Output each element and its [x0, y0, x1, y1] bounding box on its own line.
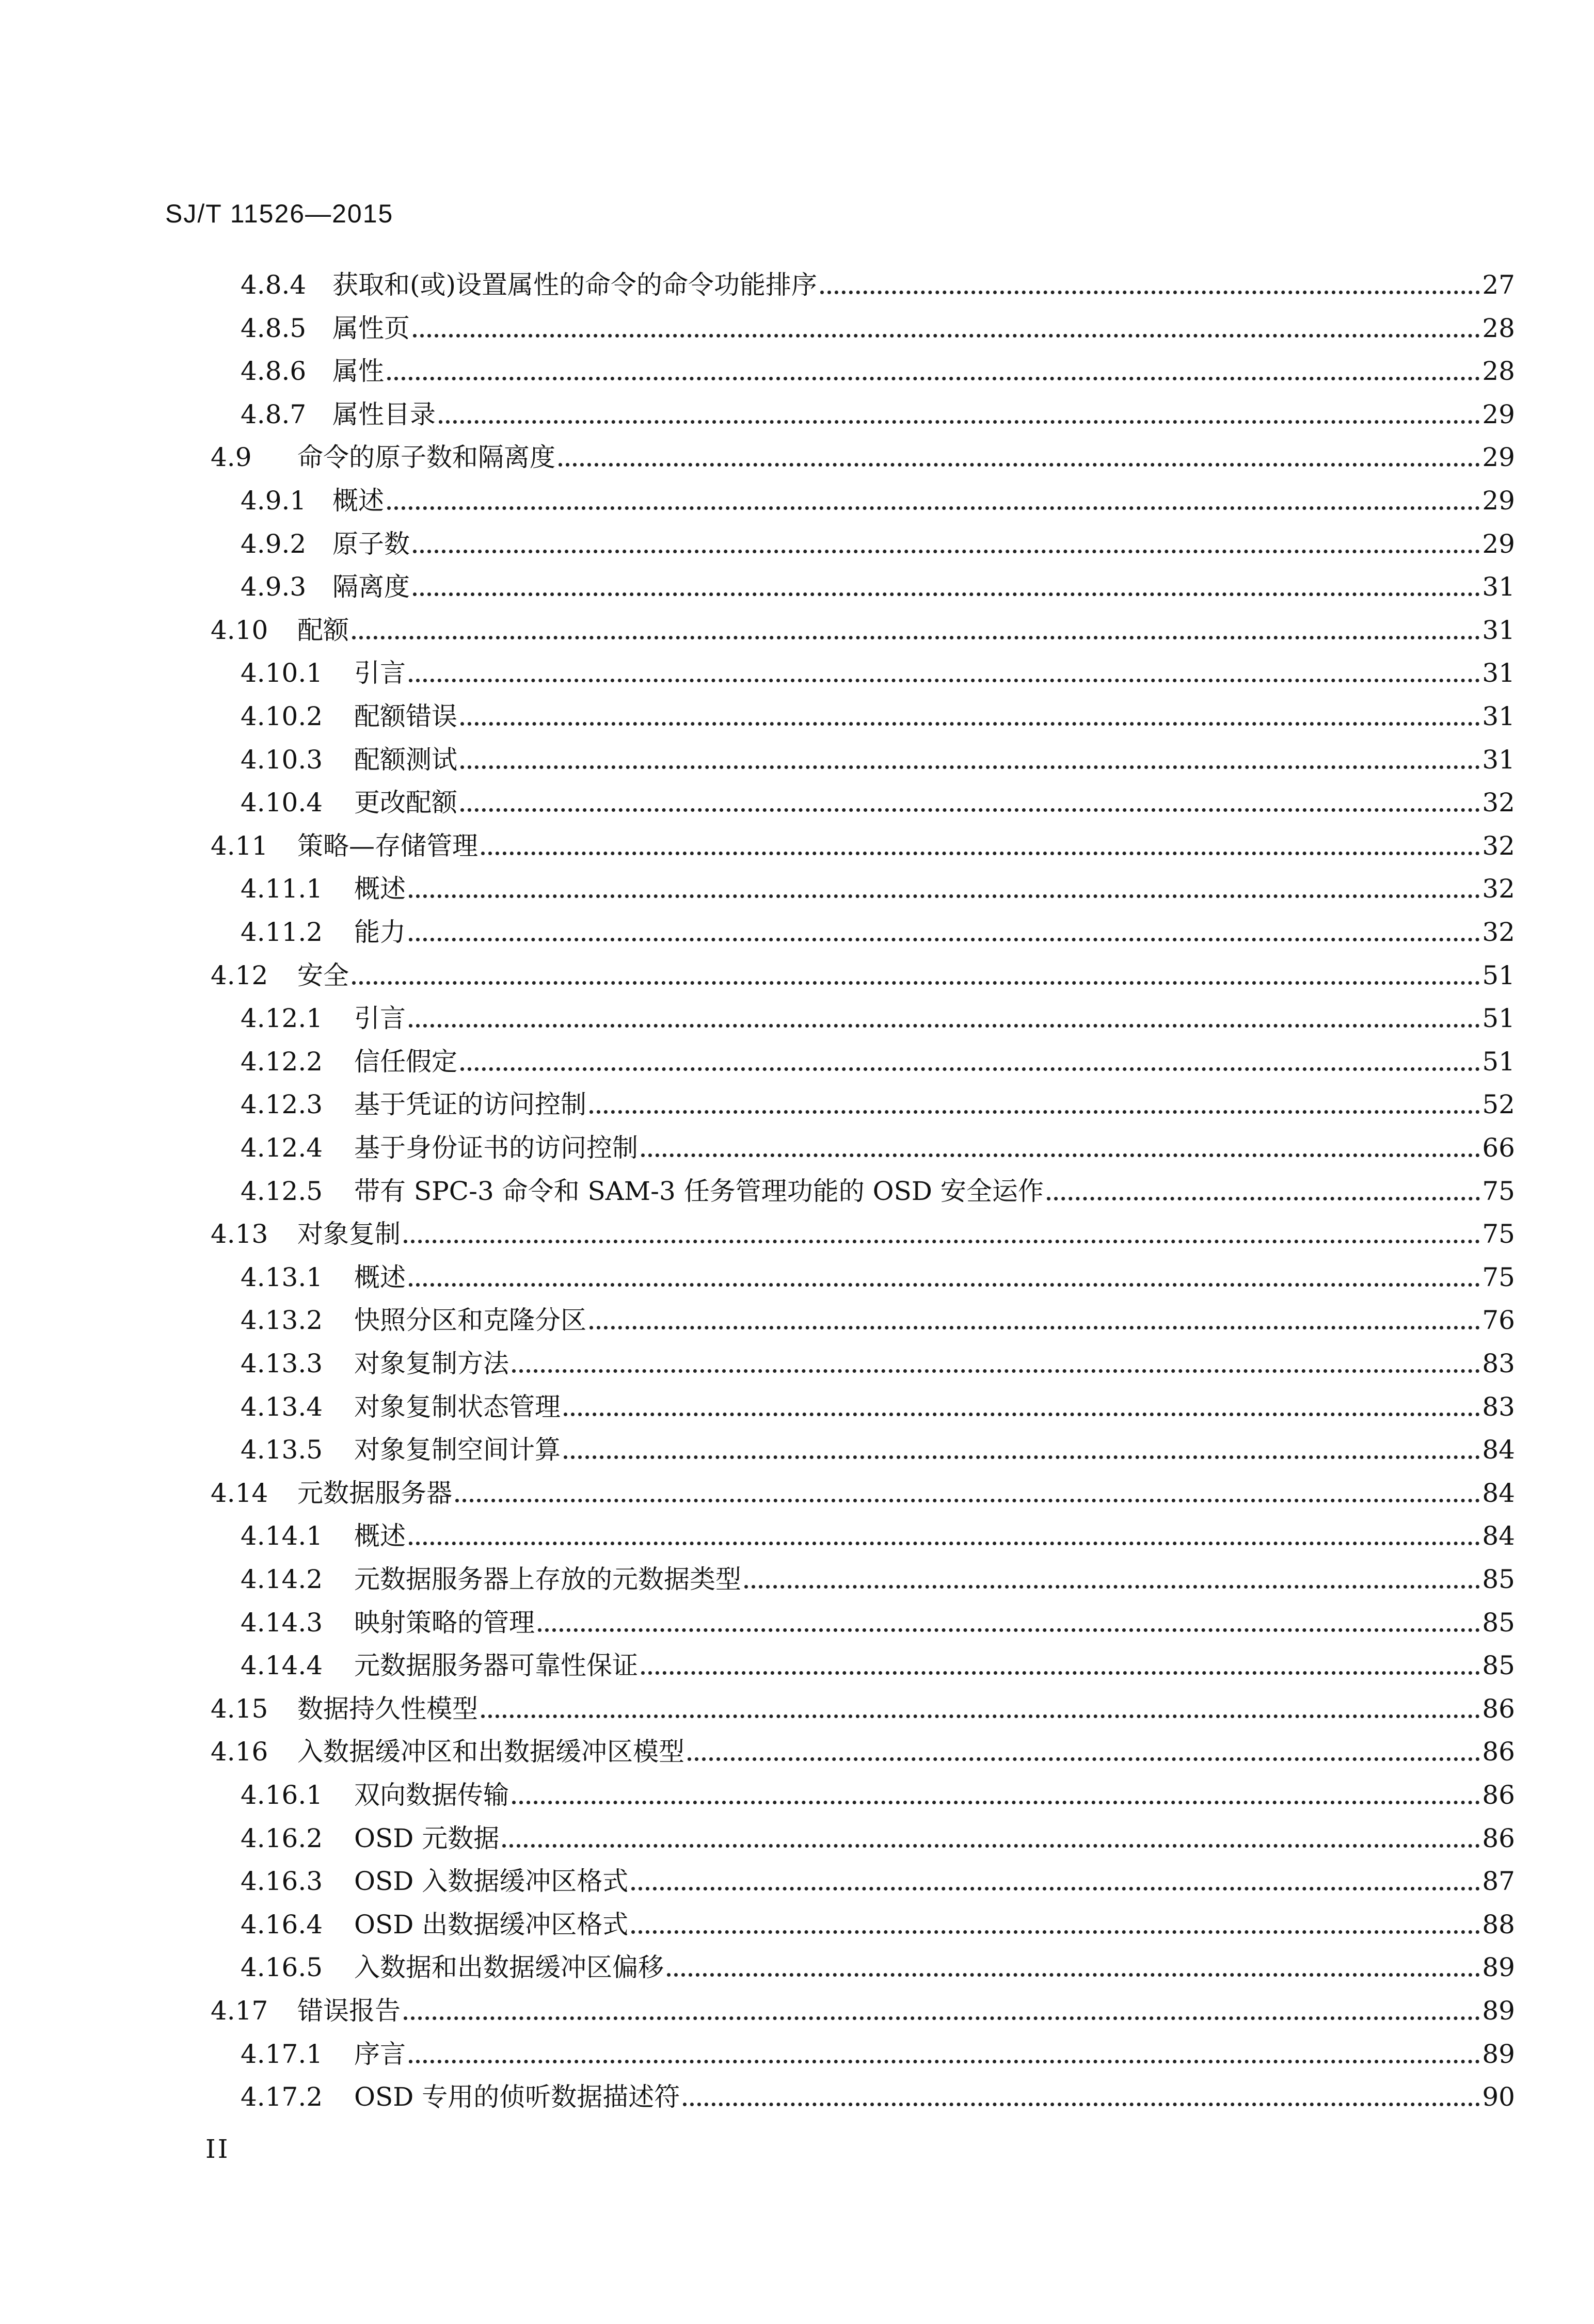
toc-entry-title: 属性页 [332, 313, 410, 343]
toc-leader-dots [387, 377, 1480, 380]
toc-leader-dots [409, 2060, 1480, 2063]
toc-entry-title: 对象复制空间计算 [354, 1435, 561, 1465]
standard-header: SJ/T 11526—2015 [165, 199, 394, 228]
toc-leader-dots [409, 894, 1480, 898]
toc-entry-number: 4.17.1 [241, 2039, 323, 2069]
toc-entry-number: 4.14.4 [241, 1650, 323, 1681]
toc-entry-title: 引言 [354, 1003, 406, 1034]
toc-entry [241, 1379, 1515, 1422]
toc-entry [211, 1206, 1515, 1249]
toc-entry-number: 4.15 [211, 1693, 268, 1724]
toc-entry-page: 76 [1482, 1305, 1515, 1336]
toc-leader-dots [409, 679, 1480, 682]
toc-leader-dots [460, 765, 1480, 769]
toc-entry-title: 元数据服务器可靠性保证 [354, 1650, 638, 1681]
toc-entry-title: 能力 [354, 917, 406, 947]
toc-entry-number: 4.8.5 [241, 313, 307, 343]
toc-leader-dots [409, 938, 1480, 941]
toc-entry-number: 4.10.4 [241, 788, 323, 818]
toc-entry-page: 52 [1482, 1089, 1515, 1120]
toc-leader-dots [409, 1024, 1480, 1028]
toc-entry-title: OSD 专用的侦听数据描述符 [354, 2082, 680, 2112]
toc-entry-page: 84 [1482, 1478, 1515, 1508]
toc-entry [241, 2026, 1515, 2070]
toc-entry-page: 86 [1482, 1737, 1515, 1767]
toc-entry-title: 对象复制状态管理 [354, 1391, 561, 1422]
toc-leader-dots [1047, 1197, 1480, 1200]
toc-entry-number: 4.9.3 [241, 572, 307, 602]
toc-entry-number: 4.12.1 [241, 1003, 323, 1034]
toc-entry-title: 带有 SPC-3 命令和 SAM-3 任务管理功能的 OSD 安全运作 [354, 1176, 1044, 1206]
toc-entry-number: 4.10.1 [241, 658, 323, 688]
toc-entry-page: 89 [1482, 1996, 1515, 2026]
toc-entry-number: 4.11.2 [241, 917, 323, 947]
toc-entry [241, 300, 1515, 344]
toc-entry-page: 51 [1482, 960, 1515, 990]
toc-entry [241, 904, 1515, 948]
toc-leader-dots [439, 420, 1480, 424]
toc-entry-number: 4.16.4 [241, 1909, 323, 1940]
toc-leader-dots [564, 1413, 1480, 1416]
toc-entry-number: 4.16.2 [241, 1823, 323, 1853]
toc-entry [241, 1897, 1515, 1940]
toc-leader-dots [387, 506, 1480, 510]
toc-entry-page: 28 [1482, 313, 1515, 343]
toc-entry-title: 属性目录 [332, 399, 436, 429]
toc-leader-dots [502, 1844, 1480, 1848]
toc-entry-title: 配额 [297, 615, 349, 645]
toc-leader-dots [409, 1542, 1480, 1545]
toc-entry [241, 1120, 1515, 1163]
toc-leader-dots [631, 1887, 1480, 1890]
toc-entry-title: 概述 [354, 1262, 406, 1292]
page-number: II [205, 2134, 230, 2164]
toc-entry [241, 473, 1515, 516]
toc-leader-dots [481, 852, 1480, 855]
toc-leader-dots [820, 291, 1480, 294]
toc-entry-number: 4.10.3 [241, 744, 323, 775]
toc-entry-title: 配额测试 [354, 744, 457, 775]
toc-entry-number: 4.13.1 [241, 1262, 323, 1292]
toc-entry-page: 51 [1482, 1046, 1515, 1077]
toc-leader-dots [404, 1240, 1480, 1243]
toc-entry [241, 775, 1515, 818]
toc-entry-page: 32 [1482, 788, 1515, 818]
toc-entry [241, 1638, 1515, 1681]
toc-entry-number: 4.9.2 [241, 528, 307, 559]
toc-entry [241, 1292, 1515, 1336]
toc-leader-dots [413, 592, 1480, 596]
toc-entry-number: 4.13.2 [241, 1305, 323, 1336]
toc-entry-number: 4.12.5 [241, 1176, 323, 1206]
toc-leader-dots [683, 2103, 1480, 2106]
toc-entry [241, 1595, 1515, 1638]
toc-entry-page: 90 [1482, 2082, 1515, 2112]
toc-entry-number: 4.11.1 [241, 874, 323, 904]
toc-entry [241, 732, 1515, 775]
toc-entry-title: 基于凭证的访问控制 [354, 1089, 586, 1120]
toc-entry-title: 入数据缓冲区和出数据缓冲区模型 [297, 1737, 684, 1767]
toc-entry-page: 32 [1482, 830, 1515, 861]
toc-entry-number: 4.9.1 [241, 486, 307, 516]
toc-entry-page: 86 [1482, 1823, 1515, 1853]
toc-entry [211, 1983, 1515, 2026]
toc-entry [211, 602, 1515, 646]
toc-entry-number: 4.16.5 [241, 1952, 323, 1983]
toc-entry [241, 1810, 1515, 1854]
toc-entry-title: 安全 [297, 960, 349, 990]
toc-leader-dots [404, 2016, 1480, 2020]
toc-entry [241, 1767, 1515, 1810]
toc-entry [241, 559, 1515, 602]
toc-leader-dots [409, 1283, 1480, 1287]
toc-entry [241, 1163, 1515, 1207]
toc-entry-number: 4.14.2 [241, 1564, 323, 1594]
toc-entry-page: 86 [1482, 1780, 1515, 1810]
toc-entry-number: 4.14 [211, 1478, 268, 1508]
toc-entry-title: 策略—存储管理 [297, 830, 478, 861]
toc-entry-page: 51 [1482, 1003, 1515, 1034]
toc-entry-number: 4.13.4 [241, 1391, 323, 1422]
toc-entry-title: 数据持久性模型 [297, 1693, 478, 1724]
toc-leader-dots [460, 1067, 1480, 1071]
toc-leader-dots [455, 1499, 1480, 1502]
toc-entry-page: 29 [1482, 486, 1515, 516]
toc-entry-title: 隔离度 [332, 572, 410, 602]
toc-entry-title: 命令的原子数和隔离度 [297, 442, 555, 473]
toc-entry-page: 86 [1482, 1693, 1515, 1724]
toc-entry-page: 83 [1482, 1391, 1515, 1422]
toc-entry-number: 4.8.7 [241, 399, 307, 429]
toc-entry-page: 75 [1482, 1219, 1515, 1249]
toc-entry-title: 元数据服务器 [297, 1478, 452, 1508]
toc-entry-number: 4.10 [211, 615, 268, 645]
toc-entry-title: 对象复制方法 [354, 1349, 509, 1379]
toc-entry [241, 1508, 1515, 1551]
toc-entry-number: 4.14.3 [241, 1607, 323, 1638]
toc-entry-number: 4.13.5 [241, 1435, 323, 1465]
toc-entry-page: 75 [1482, 1262, 1515, 1292]
toc-entry-title: 更改配额 [354, 788, 457, 818]
toc-entry-page: 32 [1482, 917, 1515, 947]
toc-entry-page: 28 [1482, 356, 1515, 387]
toc-entry-page: 89 [1482, 1952, 1515, 1983]
toc-entry-title: 概述 [354, 874, 406, 904]
toc-entry-number: 4.17.2 [241, 2082, 323, 2112]
toc-entry [241, 861, 1515, 904]
toc-entry-title: OSD 元数据 [354, 1823, 500, 1853]
toc-entry [211, 948, 1515, 991]
toc-entry-title: 概述 [354, 1521, 406, 1551]
toc-leader-dots [352, 636, 1480, 639]
toc-leader-dots [589, 1110, 1480, 1114]
toc-entry [241, 1336, 1515, 1379]
toc-entry [211, 1724, 1515, 1767]
toc-entry-title: 入数据和出数据缓冲区偏移 [354, 1952, 664, 1983]
toc-entry [241, 688, 1515, 732]
toc-leader-dots [352, 981, 1480, 985]
toc-entry [241, 645, 1515, 688]
toc-entry-title: 错误报告 [297, 1996, 401, 2026]
toc-entry-number: 4.13 [211, 1219, 268, 1249]
toc-entry-page: 88 [1482, 1909, 1515, 1940]
toc-entry-page: 29 [1482, 399, 1515, 429]
toc-entry-page: 31 [1482, 701, 1515, 731]
toc-leader-dots [512, 1801, 1480, 1804]
toc-entry-page: 31 [1482, 744, 1515, 775]
toc-entry-title: 映射策略的管理 [354, 1607, 535, 1638]
toc-entry [211, 1465, 1515, 1509]
toc-entry [241, 1940, 1515, 1983]
toc-entry-page: 31 [1482, 572, 1515, 602]
toc-entry-number: 4.10.2 [241, 701, 323, 731]
toc-entry-number: 4.12 [211, 960, 268, 990]
toc-leader-dots [641, 1671, 1480, 1675]
toc-entry-page: 85 [1482, 1564, 1515, 1594]
toc-entry-number: 4.8.4 [241, 270, 307, 300]
toc-leader-dots [512, 1369, 1480, 1373]
toc-leader-dots [589, 1326, 1480, 1329]
toc-entry [241, 387, 1515, 430]
toc-entry [241, 1034, 1515, 1077]
toc-entry-page: 84 [1482, 1521, 1515, 1551]
toc-entry [241, 1422, 1515, 1465]
toc-entry-title: 属性 [332, 356, 384, 387]
toc-entry-page: 85 [1482, 1650, 1515, 1681]
toc-entry-number: 4.14.1 [241, 1521, 323, 1551]
toc-leader-dots [460, 722, 1480, 726]
toc-entry [241, 2069, 1515, 2112]
toc-leader-dots [413, 334, 1480, 338]
toc-entry [241, 257, 1515, 300]
toc-entry-title: 快照分区和克隆分区 [354, 1305, 586, 1336]
toc-entry-title: 信任假定 [354, 1046, 457, 1077]
toc-entry-page: 31 [1482, 658, 1515, 688]
toc-leader-dots [413, 550, 1480, 553]
toc-entry-title: 序言 [354, 2039, 406, 2069]
toc-entry [241, 990, 1515, 1034]
toc-leader-dots [744, 1585, 1480, 1589]
toc-entry-title: 对象复制 [297, 1219, 401, 1249]
toc-entry [241, 343, 1515, 387]
toc-entry-title: 原子数 [332, 528, 410, 559]
toc-entry-title: 元数据服务器上存放的元数据类型 [354, 1564, 741, 1594]
toc-entry-title: 基于身份证书的访问控制 [354, 1133, 638, 1163]
toc-entry-title: OSD 入数据缓冲区格式 [354, 1866, 629, 1897]
toc-entry [241, 516, 1515, 559]
toc-entry-page: 89 [1482, 2039, 1515, 2069]
toc-entry-title: 配额错误 [354, 701, 457, 731]
toc-entry-number: 4.17 [211, 1996, 268, 2026]
toc-entry-page: 84 [1482, 1435, 1515, 1465]
toc-entry [211, 429, 1515, 473]
toc-entry-number: 4.12.3 [241, 1089, 323, 1120]
toc-entry [241, 1249, 1515, 1293]
toc-entry-number: 4.9 [211, 442, 252, 473]
toc-entry [241, 1853, 1515, 1897]
toc-entry-page: 87 [1482, 1866, 1515, 1897]
toc-entry-title: 概述 [332, 486, 384, 516]
toc-entry-page: 66 [1482, 1133, 1515, 1163]
toc-leader-dots [667, 1973, 1480, 1977]
toc-leader-dots [460, 808, 1480, 812]
toc-entry-page: 27 [1482, 270, 1515, 300]
toc-entry-number: 4.13.3 [241, 1349, 323, 1379]
toc-entry-number: 4.12.2 [241, 1046, 323, 1077]
toc-entry-number: 4.12.4 [241, 1133, 323, 1163]
toc-entry-number: 4.16.3 [241, 1866, 323, 1897]
toc-entry-page: 29 [1482, 528, 1515, 559]
toc-entry-number: 4.8.6 [241, 356, 307, 387]
toc-leader-dots [564, 1455, 1480, 1459]
toc-leader-dots [641, 1153, 1480, 1157]
toc-leader-dots [559, 463, 1480, 467]
toc-leader-dots [538, 1628, 1480, 1632]
toc-entry-title: 获取和(或)设置属性的命令的命令功能排序 [332, 270, 818, 300]
toc-entry [241, 1077, 1515, 1120]
toc-entry-title: 引言 [354, 658, 406, 688]
toc-leader-dots [688, 1757, 1480, 1761]
toc-entry-title: 双向数据传输 [354, 1780, 509, 1810]
toc-entry-page: 31 [1482, 615, 1515, 645]
toc-entry [211, 1681, 1515, 1724]
toc-leader-dots [631, 1930, 1480, 1934]
toc-entry-page: 83 [1482, 1349, 1515, 1379]
toc-entry [241, 1551, 1515, 1595]
toc-entry-page: 32 [1482, 874, 1515, 904]
toc-entry [211, 818, 1515, 861]
toc-entry-number: 4.16 [211, 1737, 268, 1767]
toc-entry-title: OSD 出数据缓冲区格式 [354, 1909, 629, 1940]
toc-entry-page: 85 [1482, 1607, 1515, 1638]
toc-entry-page: 75 [1482, 1176, 1515, 1206]
toc-entry-page: 29 [1482, 442, 1515, 473]
toc-leader-dots [481, 1714, 1480, 1718]
toc-entry-number: 4.16.1 [241, 1780, 323, 1810]
toc-entry-number: 4.11 [211, 830, 268, 861]
